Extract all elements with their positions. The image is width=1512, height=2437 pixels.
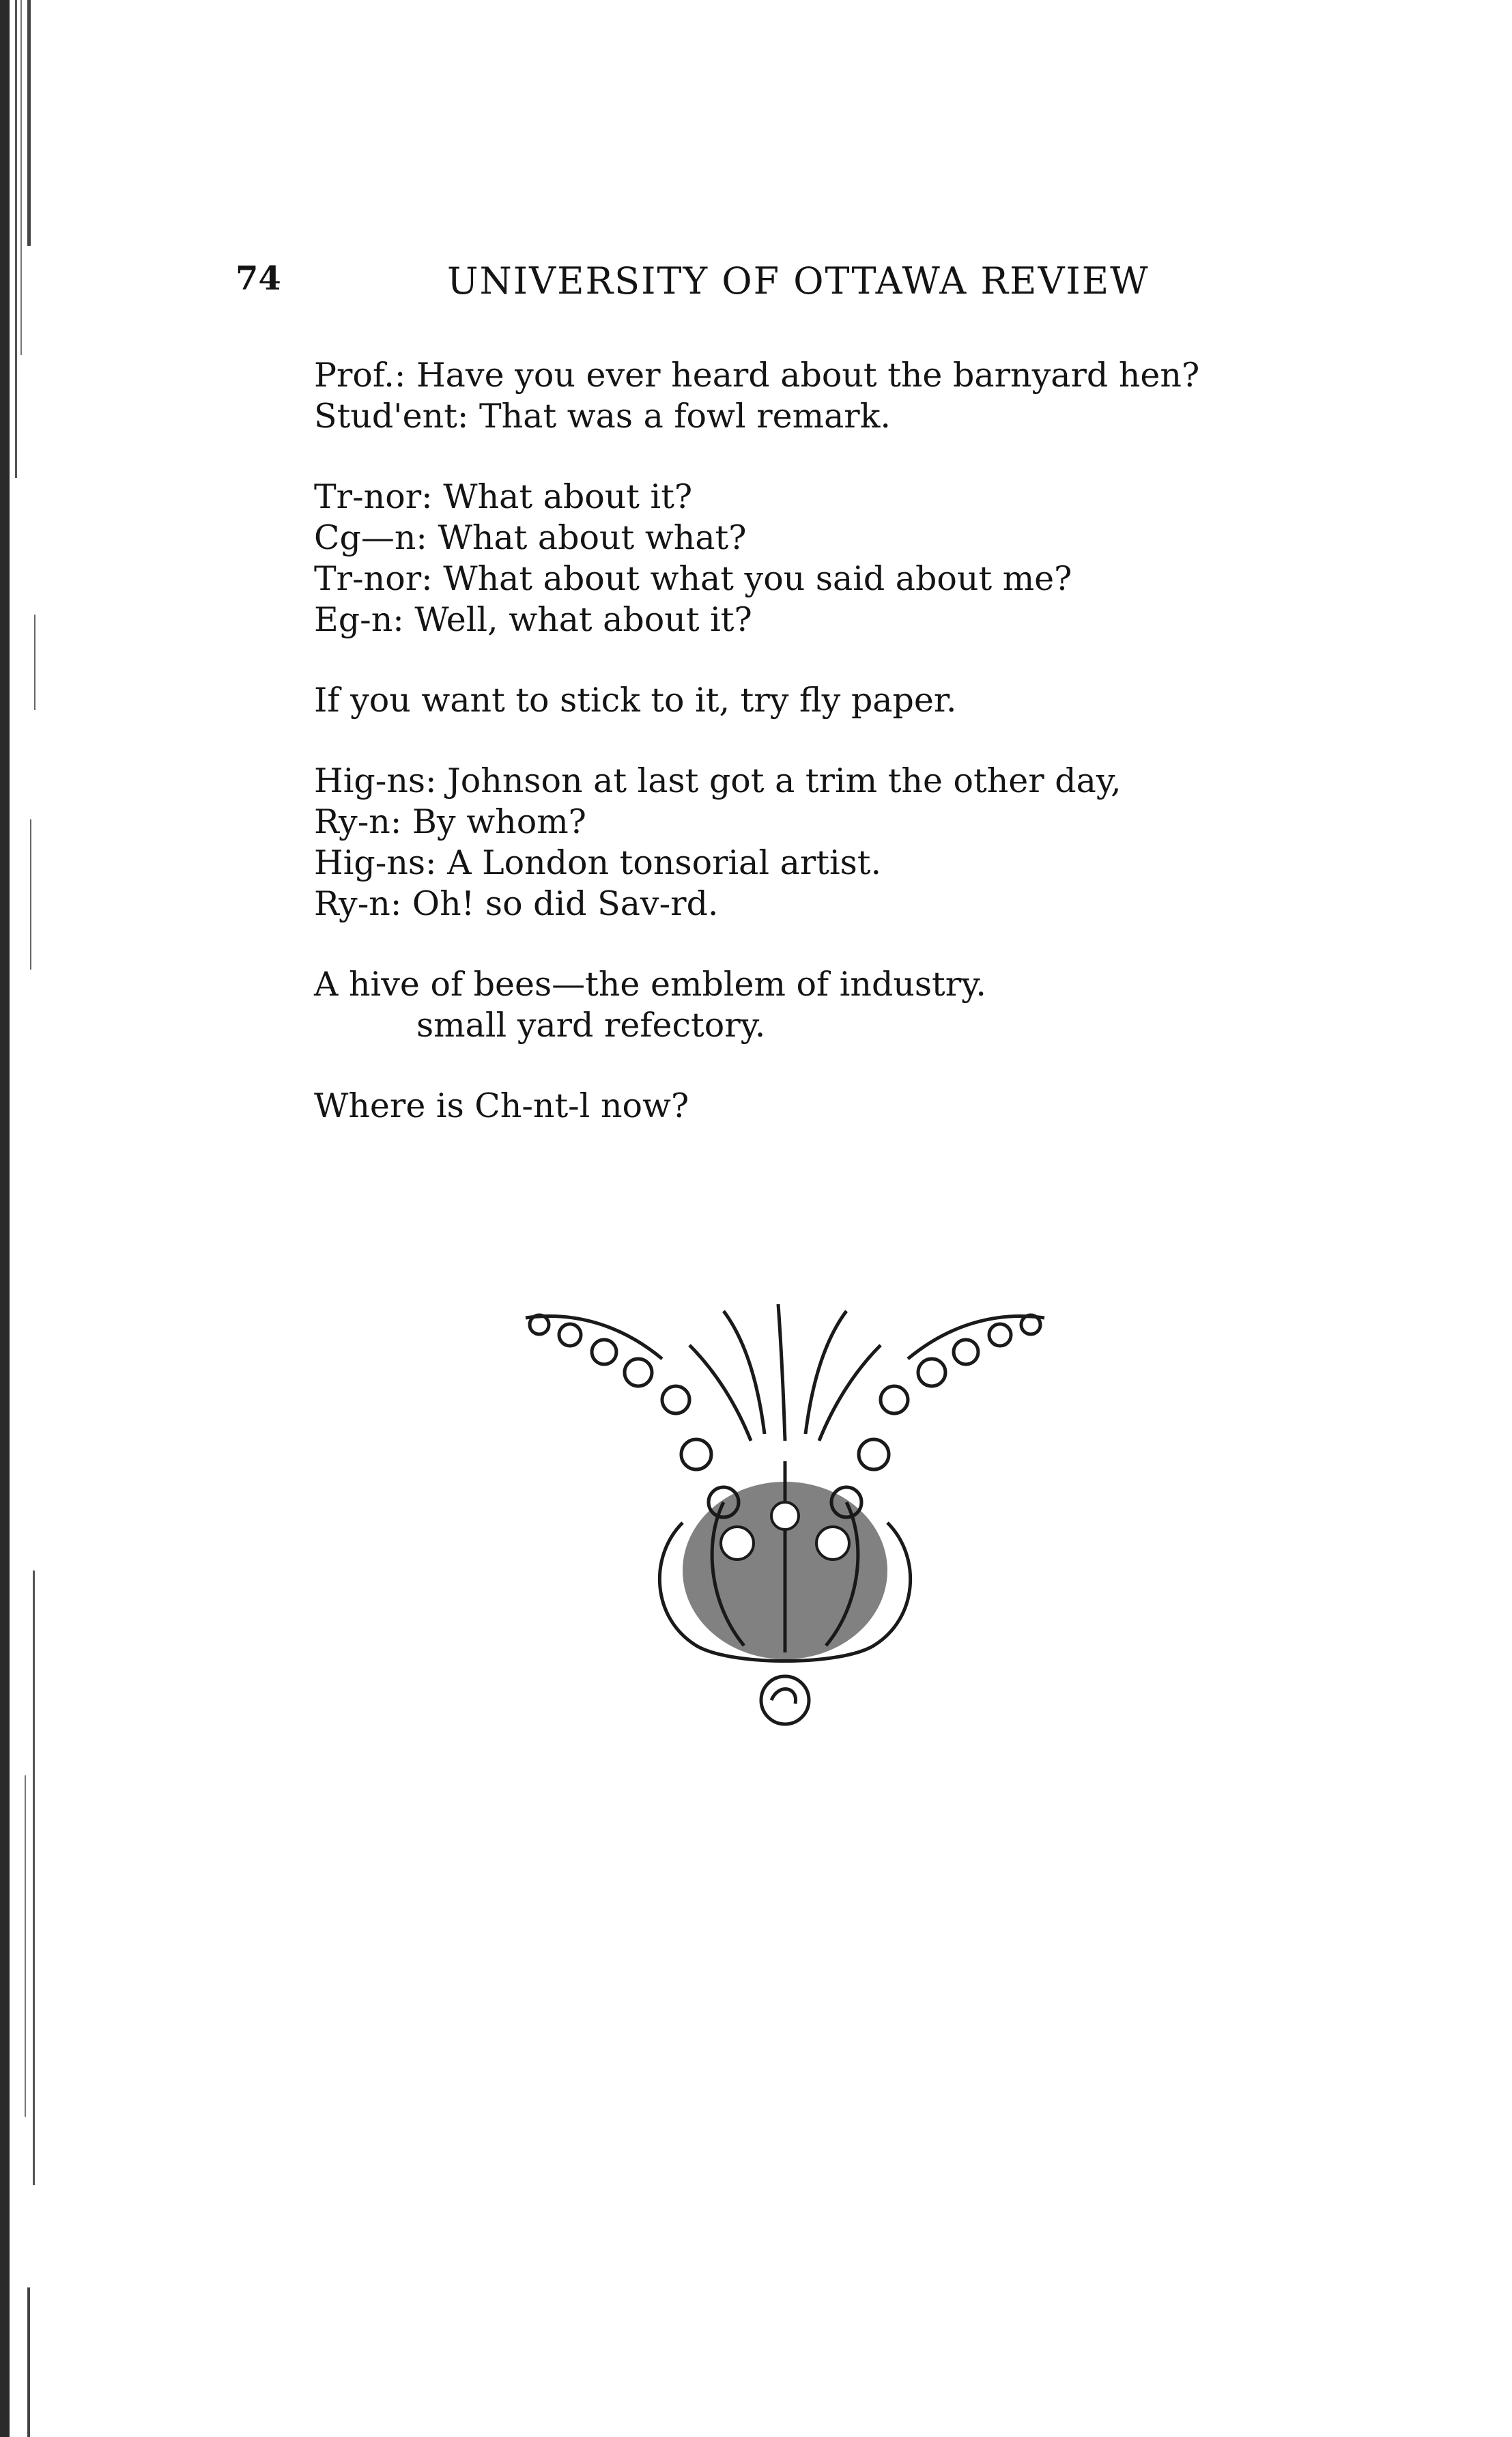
dialogue-text: A London tonsorial artist.: [447, 843, 882, 882]
dialogue-line: [314, 355, 1311, 396]
speaker-label: Ry-n:: [314, 802, 402, 841]
text-line: Where is Ch-nt-l now?: [314, 1086, 689, 1125]
dialogue-line: [314, 843, 1311, 884]
dialogue-line: [314, 477, 1311, 518]
paragraph-gap: [314, 925, 1311, 964]
dialogue-text: Oh! so did Sav-rd.: [412, 884, 719, 923]
dialogue-text: By whom?: [412, 802, 586, 841]
running-head: UNIVERSITY OF OTTAWA REVIEW: [447, 259, 1150, 302]
speaker-label: Hig-ns:: [314, 843, 437, 882]
paragraph-gap: [314, 640, 1311, 680]
joke-hive-of-bees: [314, 964, 1311, 1046]
paragraph-gap: [314, 437, 1311, 477]
speaker-label: Ry-n:: [314, 884, 402, 923]
floral-vase-ornament-icon: [519, 1297, 1051, 1741]
dialogue-line: [314, 518, 1311, 559]
speaker-label: Tr-nor:: [314, 559, 433, 598]
text-line: A hive of bees—the emblem of industry.: [314, 965, 986, 1004]
joke-fly-paper: [314, 680, 1311, 721]
speaker-label: Eg-n:: [314, 600, 404, 639]
dialogue-text: That was a fowl remark.: [479, 397, 891, 436]
speaker-label: Hig-ns:: [314, 761, 437, 800]
dialogue-text: Johnson at last got a trim the other day,: [447, 761, 1122, 800]
speaker-label: Stud'ent:: [314, 397, 469, 436]
joke-what-about-it: [314, 477, 1311, 640]
dialogue-line: [314, 802, 1311, 843]
dialogue-text: Have you ever heard about the barnyard hen?: [416, 356, 1200, 395]
dialogue-line: [314, 559, 1311, 600]
joke-where-is: [314, 1086, 1311, 1127]
paragraph-gap: [314, 1046, 1311, 1086]
dialogue-text: What about what?: [438, 518, 747, 557]
page-body: [314, 355, 1311, 1127]
dialogue-text: Well, what about it?: [414, 600, 752, 639]
dialogue-line: [314, 396, 1311, 437]
text-line: If you want to stick to it, try fly paper.: [314, 681, 957, 720]
dialogue-line: [314, 600, 1311, 640]
dialogue-text: What about it?: [443, 477, 693, 516]
dialogue-text: What about what you said about me?: [443, 559, 1072, 598]
speaker-label: Prof.:: [314, 356, 406, 395]
scanned-page-edge: [0, 0, 48, 2437]
speaker-label: Tr-nor:: [314, 477, 433, 516]
page-number: 74: [236, 259, 281, 298]
dialogue-line: [314, 761, 1311, 802]
dialogue-line: [314, 884, 1311, 925]
text-line-indented: small yard refectory.: [416, 1006, 766, 1045]
joke-barnyard-hen: [314, 355, 1311, 437]
paragraph-gap: [314, 721, 1311, 761]
speaker-label: Cg—n:: [314, 518, 427, 557]
joke-trim: [314, 761, 1311, 925]
